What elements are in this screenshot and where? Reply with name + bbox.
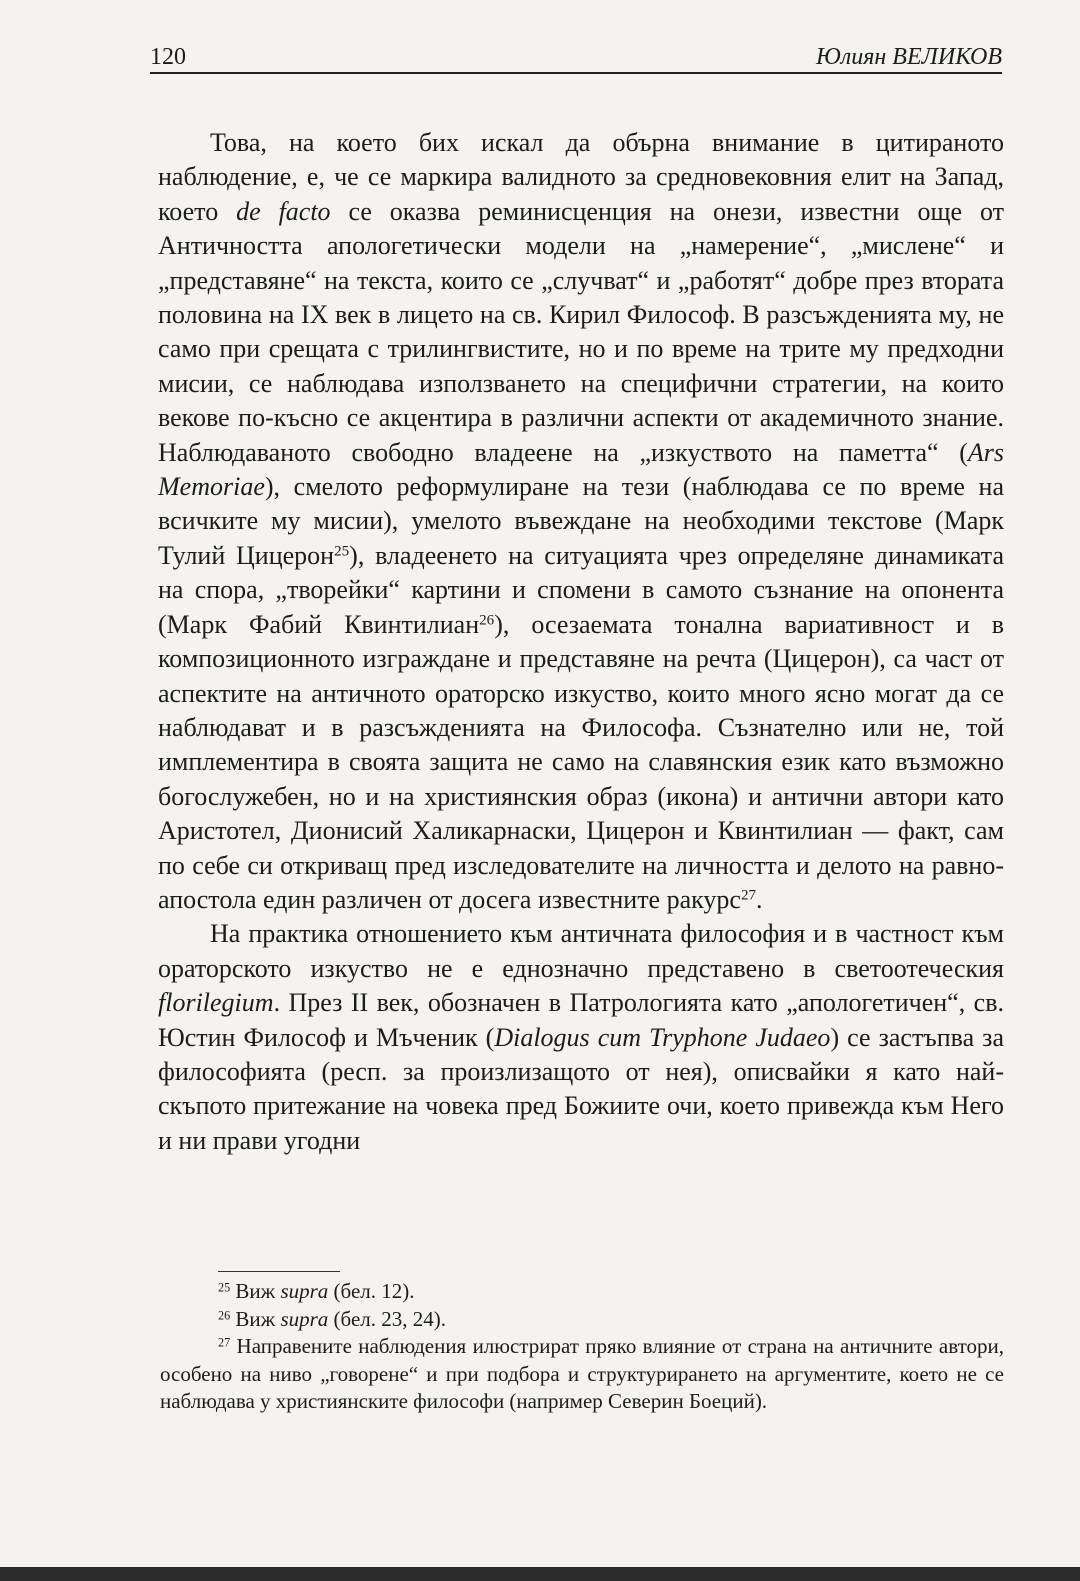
footnote-ref-25[interactable]: 25	[334, 543, 350, 560]
italic-term: Ars Memoriae	[158, 437, 1004, 502]
footnote-27: $^{27}$ Направените наблюдения илюстрират пряко влияние от страна на античните автори, особено на ниво „говорене“ и при подбора и структурирането на аргументите, което не се наблюдава у християнските философи (например Северин Боеций).	[160, 1334, 1004, 1413]
header-rule	[150, 72, 1002, 74]
footnotes	[160, 1278, 1004, 1416]
page-header	[150, 40, 1002, 74]
footnote-rule	[218, 1271, 340, 1272]
italic-term: Dialogus cum Tryphone Judaeo	[494, 1022, 831, 1052]
page-number: 120	[150, 44, 186, 70]
footnote-25: $^{25}$ Виж supra (бел. 12).	[218, 1279, 415, 1303]
footnote-ref-26[interactable]: 26	[479, 612, 495, 629]
footnote-number: 27	[218, 1335, 231, 1350]
paragraph-2: На практика отношението към античната философия и в частност към ораторското изкуство не е еднозначно представено в светоотеческия florilegium. През II век, обозначен в Патрологията като „апологетичен“, св. Юстин Философ и Мъченик (Dialogus cum Tryphone Judaeo) се застъпва за философията (респ. за произлизащото от нея), описвайки я като най-скъпото притежание на човека пред Божиите очи, което привежда към Него и ни прави угодни	[158, 919, 1004, 1155]
footnote-number: 25	[218, 1280, 231, 1295]
running-head: Юлиян ВЕЛИКОВ	[815, 44, 1002, 70]
footnote-26: $^{26}$ Виж supra (бел. 23, 24).	[218, 1306, 446, 1331]
paragraph-1: Това, на което бих искал да обърна внимание в цитираното наблюдение, е, че се маркира валидното за средновековния елит на Запад, което de facto се оказва реминисценция на онези, известни още от Античността апологетически модели на „намерение“, „мислене“ и „представяне“ на текста, които се „случват“ и „работят“ добре през втората половина на IX век в лицето на св. Кирил Философ. В разсъжденията му, не само при срещата с трилингвистите, но и по време на трите му предходни мисии, се наблюдава използването на специфични стратегии, на които векове по-късно се акцентира в различни аспекти от академичното знание. Наблюдаваното свободно владеене на „изкуството на паметта“ (Ars Memoriae), смелото реформулиране на тези (наблюдава се по време на всичките му мисии), умелото въвеждане на необходими текстове (Марк Тулий Цицерон$^{25}$), владеенето на ситуацията чрез определяне динамиката на спора, „творейки“ картини и спомени в самото съзнание на опонента (Марк Фабий Квинтилиан$^{26}$), осезаемата тонална вариативност и в композиционното изграждане и представяне на речта (Цицерон), са част от аспектите на античното ораторско изкуство, които много ясно могат да се наблюдават и в разсъжденията на Философа. Съзнателно или не, той имплементира в своята защита не само на славянския език като възможно богослужебен, но и на християнския образ (икона) и антични автори като Аристотел, Дионисий Халикарнаски, Цицерон и Квинтилиан — факт, сам по себе си откриващ пред изследователите на личността и делото на равноапостола един различен от досега известните ракурс$^{27}$.	[158, 128, 1005, 914]
scan-bottom-edge	[0, 1567, 1080, 1581]
footnote-ref-27[interactable]: 27	[740, 887, 757, 904]
body-text	[158, 126, 1004, 1158]
footnote-number: 26	[218, 1307, 231, 1322]
italic-term: florilegium	[158, 988, 274, 1018]
italic-term: de facto	[236, 196, 331, 226]
